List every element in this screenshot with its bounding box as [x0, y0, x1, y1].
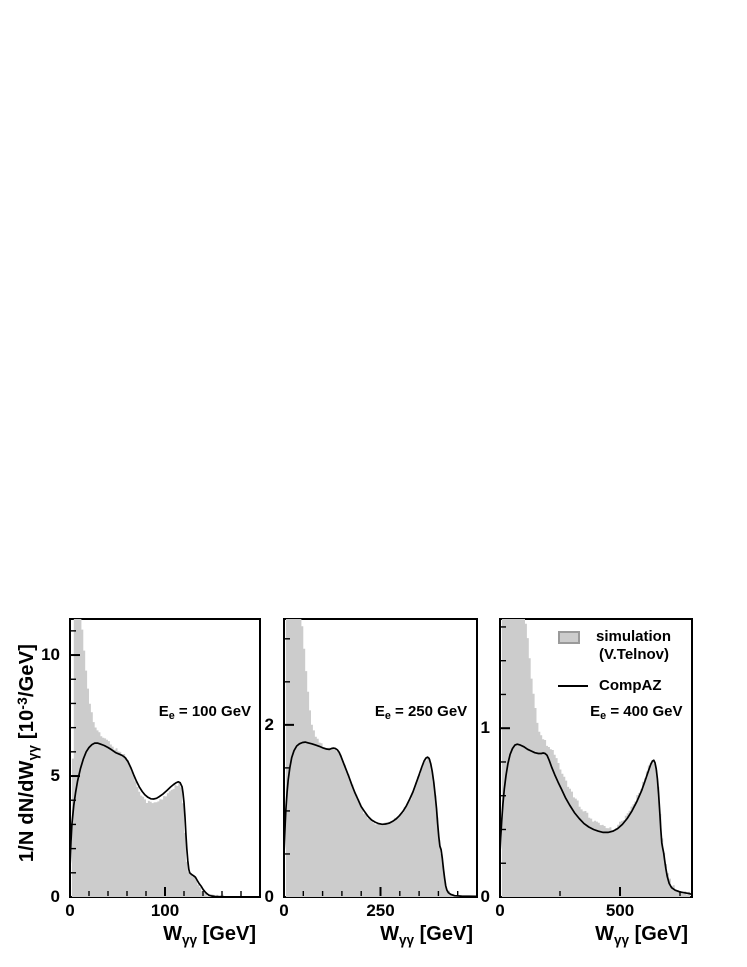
legend-simulation-sublabel: (V.Telnov) — [599, 646, 670, 663]
panel-1-energy-label: $E_e = 100$ GeV — [158, 703, 252, 723]
y-tick-label: 0 — [50, 887, 60, 906]
simulation-histogram — [286, 619, 460, 897]
x-tick-label: 250 — [366, 901, 395, 920]
simulation-histogram — [72, 619, 224, 897]
legend-compaz-label: CompAZ — [599, 677, 662, 694]
y-axis-title-exponent: -3 — [15, 697, 30, 710]
x-tick-label: 0 — [65, 901, 75, 920]
x-tick-label: 0 — [279, 901, 289, 920]
panel-1-plot-area — [69, 618, 261, 898]
x-tick-label: 0 — [495, 901, 505, 920]
y-tick-label: 0 — [480, 887, 490, 906]
panel-2-plot-area — [283, 618, 478, 898]
legend-compaz-line-swatch — [558, 685, 588, 687]
y-axis-title: 1/N $dN/dW_{\gamma\gamma}$ $[10^{-3}/GeV]$ — [15, 643, 41, 863]
x-tick-label: 500 — [605, 901, 635, 920]
panel-3-x-axis-title: $W_{\gamma\gamma}$ [GeV] — [595, 923, 688, 948]
y-axis-title-subscript: γγ — [25, 744, 41, 761]
x-tick-label: 100 — [150, 901, 180, 920]
legend-simulation-label: simulation — [596, 628, 672, 645]
panel-2-energy-label: $E_e = 250$ GeV — [374, 703, 468, 723]
y-tick-label: 0 — [264, 887, 274, 906]
panel-1-x-axis-title: $W_{\gamma\gamma}$ [GeV] — [163, 923, 256, 948]
panel-2-x-axis-title: $W_{\gamma\gamma}$ [GeV] — [380, 923, 473, 948]
y-tick-label: 2 — [264, 714, 274, 734]
panel-3-energy-label: $E_e = 400$ GeV — [590, 703, 683, 723]
y-tick-label: 5 — [50, 766, 60, 786]
y-tick-label: 1 — [480, 718, 490, 738]
y-tick-label: 10 — [41, 645, 60, 665]
legend-simulation-swatch — [558, 631, 580, 644]
